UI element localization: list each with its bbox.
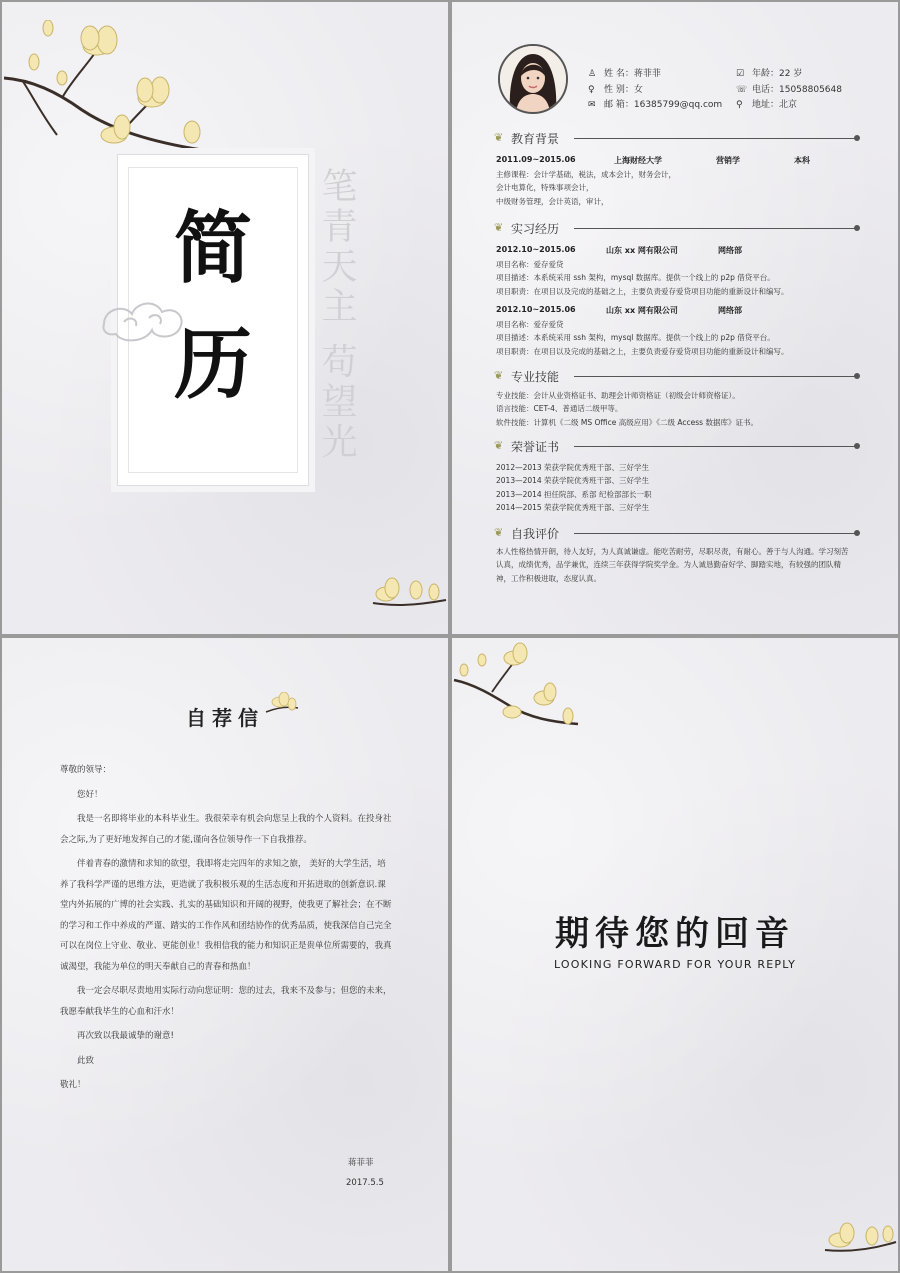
- cover-page: [2, 2, 448, 634]
- internship-dept: 网络部: [718, 306, 742, 315]
- background-calligraphy: 笔青天主 苟望光: [316, 167, 357, 463]
- closing-title: 期待您的回音: [555, 914, 795, 954]
- leaf-icon: ❦: [494, 369, 504, 382]
- honor-line: 2013—2014 荣获学院优秀班干部、三好学生: [496, 476, 650, 486]
- internship-line: 项目描述：本系统采用 ssh 架构，mysql 数据库。提供一个线上的 p2p 借贷平台。: [496, 273, 775, 283]
- education-period: 2011.09~2015.06: [496, 155, 576, 164]
- section-title: 专业技能: [511, 370, 560, 384]
- internship-line: 项目名称：爱存爱贷: [496, 260, 564, 269]
- location-pin-icon: ⚲: [736, 100, 743, 110]
- skills-details: [496, 389, 856, 429]
- divider: [574, 533, 856, 534]
- internship-line: 项目职责：在项目以及完成的基础之上，主要负责爱存爱贷项目功能的重新设计和编写。: [496, 346, 789, 356]
- divider-dot: [854, 135, 860, 141]
- letter-hello: 您好！: [77, 789, 103, 800]
- self-eval-text: 本人性格热情开朗，待人友好，为人真诚谦虚。能吃苦耐劳，尽职尽责，有耐心。善于与人沟通。学习刻苦认真，成绩优秀，品学兼优，连续三年获得学院奖学金。为人诚恳勤奋好学、脚踏实地，有较强的团队精神，工作积极进取，态度认真。: [496, 547, 849, 583]
- info-email: [588, 97, 722, 110]
- checkbox-icon: ☑: [736, 69, 745, 79]
- education-details: [496, 168, 856, 208]
- divider: [574, 138, 856, 139]
- info-gender-text: 性 别：女: [604, 85, 643, 95]
- letter-closing-2: 敬礼！: [60, 1080, 86, 1090]
- magnolia-corner-decoration: [368, 568, 448, 618]
- education-line: 会计电算化，特殊事项会计，: [496, 183, 594, 193]
- resume-page: [452, 2, 898, 634]
- divider: [574, 446, 856, 447]
- magnolia-branch-decoration: [452, 640, 582, 730]
- gender-icon: ♀: [588, 85, 595, 95]
- info-address-text: 地址：北京: [752, 100, 798, 110]
- info-phone-text: 电话：15058805648: [752, 85, 842, 95]
- mail-icon: ✉: [588, 100, 596, 110]
- internship-dept: 网络部: [718, 246, 742, 255]
- closing-subtitle: LOOKING FORWARD FOR YOUR REPLY: [553, 958, 797, 971]
- internship-details: [496, 318, 856, 358]
- education-line: 主修课程：会计学基础，税法，成本会计，财务会计，: [496, 170, 676, 179]
- internship-period: 2012.10~2015.06: [496, 245, 576, 254]
- cover-title-char-1: 简: [173, 203, 252, 294]
- letter-body: [60, 760, 394, 1096]
- education-degree: 本科: [794, 156, 810, 165]
- internship-company: 山东 xx 网有限公司: [606, 246, 678, 255]
- divider-dot: [854, 530, 860, 536]
- letter-date: 2017.5.5: [346, 1178, 384, 1188]
- divider-dot: [854, 225, 860, 231]
- info-name: [588, 66, 661, 79]
- info-phone: [736, 82, 842, 95]
- education-line: 中级财务管理，会计英语，审计，: [496, 196, 609, 206]
- letter-paragraph: 再次致以我最诚挚的谢意!: [77, 1031, 174, 1041]
- skill-line: 语言技能：CET-4、普通话二级甲等。: [496, 404, 623, 414]
- user-icon: ♙: [588, 69, 597, 79]
- honors-details: [496, 461, 856, 514]
- section-title: 荣誉证书: [511, 440, 560, 454]
- info-gender: [588, 82, 643, 95]
- section-skills-header: [494, 368, 860, 384]
- magnolia-branch-decoration: [2, 20, 212, 160]
- info-email-text: 邮 箱：16385799@qq.com: [604, 100, 723, 110]
- section-self-eval-header: [494, 525, 860, 541]
- education-school: 上海财经大学: [614, 156, 662, 165]
- internship-company: 山东 xx 网有限公司: [606, 306, 678, 315]
- cover-title-char-2: 历: [173, 319, 252, 410]
- skill-line: 专业技能：会计从业资格证书、助理会计师资格证（初级会计师资格证）。: [496, 391, 740, 400]
- letter-signature: 蒋菲菲: [348, 1158, 374, 1168]
- section-education-header: [494, 130, 860, 146]
- cloud-ornament: [94, 284, 194, 354]
- internship-line: 项目名称：爱存爱贷: [496, 320, 564, 329]
- leaf-icon: ❦: [494, 439, 504, 452]
- divider: [574, 228, 856, 229]
- profile-photo: [500, 46, 566, 112]
- info-age: [736, 66, 802, 79]
- divider: [574, 376, 856, 377]
- divider-dot: [854, 373, 860, 379]
- info-age-text: 年龄：22 岁: [752, 69, 803, 79]
- leaf-icon: ❦: [494, 131, 504, 144]
- leaf-icon: ❦: [494, 526, 504, 539]
- letter-paragraph: 我一定会尽职尽责地用实际行动向您证明：您的过去，我来不及参与；但您的未来，我愿奉献我毕生的心血和汗水！: [60, 986, 392, 1017]
- skill-line: 软件技能：计算机《二级 MS Office 高级应用》《二级 Access 数据库》证书。: [496, 417, 758, 427]
- internship-details: [496, 258, 856, 298]
- info-address: [736, 97, 797, 110]
- honor-line: 2014—2015 荣获学院优秀班干部、三好学生: [496, 502, 650, 512]
- section-title: 实习经历: [511, 222, 560, 236]
- honor-line: 2013—2014 担任院部、系部 纪检部部长一职: [496, 489, 652, 499]
- magnolia-corner-decoration: [820, 1212, 898, 1262]
- divider-dot: [854, 443, 860, 449]
- cover-letter-page: [2, 638, 448, 1271]
- section-internship-header: [494, 220, 860, 236]
- internship-line: 项目职责：在项目以及完成的基础之上，主要负责爱存爱贷项目功能的重新设计和编写。: [496, 286, 789, 296]
- info-name-text: 姓 名：蒋菲菲: [604, 69, 661, 79]
- letter-greeting: 尊敬的领导：: [60, 765, 112, 775]
- internship-line: 项目描述：本系统采用 ssh 架构，mysql 数据库。提供一个线上的 p2p 借贷平台。: [496, 333, 775, 343]
- phone-icon: ☏: [736, 85, 748, 95]
- closing-page: [452, 638, 898, 1271]
- education-major: 营销学: [716, 156, 740, 165]
- section-honors-header: [494, 438, 860, 454]
- section-title: 教育背景: [511, 132, 560, 146]
- letter-closing-1: 此致: [77, 1055, 95, 1066]
- honor-line: 2012—2013 荣获学院优秀班干部、三好学生: [496, 463, 650, 472]
- internship-period: 2012.10~2015.06: [496, 305, 576, 314]
- avatar: [498, 44, 568, 114]
- leaf-icon: ❦: [494, 221, 504, 234]
- section-title: 自我评价: [511, 527, 560, 541]
- magnolia-flower-icon: [264, 692, 300, 716]
- letter-paragraph: 我是一名即将毕业的本科毕业生。我很荣幸有机会向您呈上我的个人资料。在投身社会之际,为了更好地发挥自己的才能,谨向各位领导作一下自我推荐。: [60, 814, 392, 845]
- letter-title: 自荐信: [186, 706, 264, 730]
- letter-paragraph: 伴着青春的激情和求知的欲望，我即将走完四年的求知之旅， 美好的大学生活，培养了我科学严谨的思维方法，更造就了我积极乐观的生活态度和开拓进取的创新意识.课堂内外拓展的广博的社会实践、扎实的基础知识和开阔的视野，使我更了解社会；在不断的学习和工作中养成的严谨、踏实的工作作风和团结协作的优秀品质，使我深信自己完全可以在岗位上守业、敬业、更能创业！我相信我的能力和知识正是贵单位所需要的，我真诚渴望，我能为单位的明天奉献自己的青春和热血！: [60, 859, 392, 972]
